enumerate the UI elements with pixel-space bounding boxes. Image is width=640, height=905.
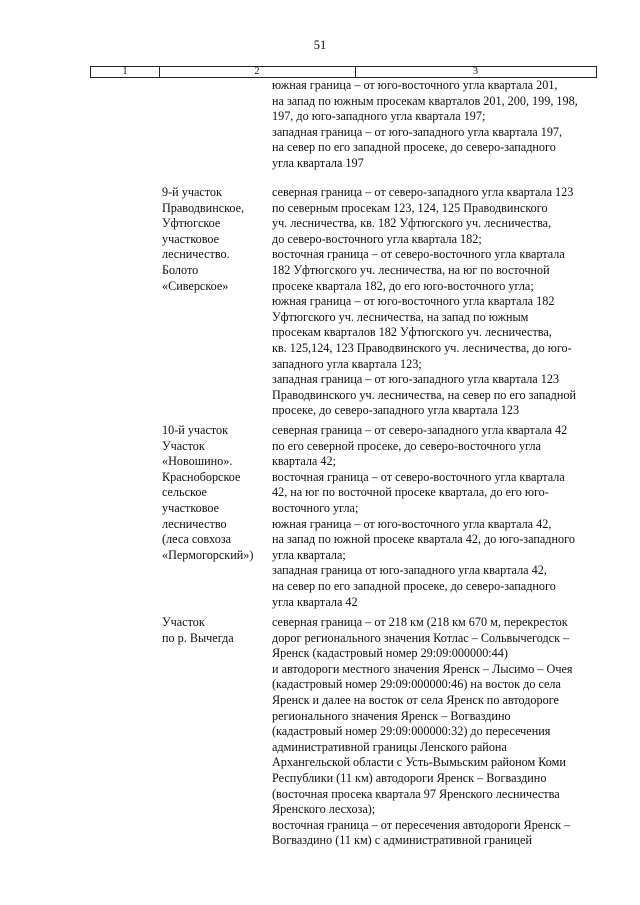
boundary-text-line: просекам кварталов 182 Уфтюгского уч. лесничества, — [272, 325, 552, 340]
boundary-text-line: восточная граница – от северо-восточного угла квартала — [272, 247, 565, 262]
boundary-text-line: Яренского лесхоза); — [272, 802, 376, 817]
boundary-text-line: восточная граница – от северо-восточного угла квартала — [272, 469, 565, 484]
column-3-header: 3 — [473, 66, 478, 77]
boundary-text-line: регионального значения Яренск – Вогваздино — [272, 708, 511, 723]
boundary-text-line: (восточная просека квартала 97 Яренского лесничества — [272, 786, 560, 801]
boundary-text-line: просеке, до северо-западного угла квартала 123 — [272, 403, 520, 418]
boundary-text-line: на север по его западной просеке, до северо-западного — [272, 578, 556, 593]
plot-name-line: Участок — [162, 438, 205, 453]
boundary-text-line: восточного угла; — [272, 500, 359, 515]
boundary-text-line: 42, на юг по восточной просеке квартала, до его юго- — [272, 485, 549, 500]
boundary-text-line: северная граница – от 218 км (218 км 670 м, перекресток — [272, 615, 568, 629]
plot-name-line: участковое — [162, 500, 220, 515]
boundary-text-line: Республики (11 км) автодороги Яренск – Вогваздино — [272, 770, 547, 785]
plot-name-line: «Сиверское» — [162, 278, 229, 293]
boundary-text-line: Яренск (кадастровый номер 29:09:000000:44) — [272, 646, 508, 661]
boundary-text-line: и автодороги местного значения Яренск – Лысимо – Очея — [272, 661, 573, 676]
section-continuation-boundaries — [272, 78, 602, 172]
section-vychegda-plot-name — [162, 615, 267, 646]
section-9-boundaries — [272, 185, 602, 419]
plot-name-line: Участок — [162, 615, 205, 629]
boundary-text-line: угла квартала 197 — [272, 155, 364, 170]
plot-name-line: Красноборское — [162, 469, 241, 484]
boundary-text-line: западного угла квартала 123; — [272, 356, 422, 371]
boundary-text-line: на запад по южной просеке квартала 42, до юго-западного — [272, 532, 575, 547]
boundary-text-line: кв. 125,124, 123 Праводвинского уч. лесничества, до юго- — [272, 340, 572, 355]
plot-name-line: Уфтюгское — [162, 216, 221, 231]
boundary-text-line: южная граница – от юго-восточного угла квартала 182 — [272, 294, 555, 309]
boundary-text-line: Праводвинского уч. лесничества, на север по его западной — [272, 387, 577, 402]
plot-name-line: лесничество. — [162, 247, 230, 262]
boundary-text-line: угла квартала; — [272, 547, 346, 562]
section-10-plot-name — [162, 423, 267, 563]
plot-name-line: Праводвинское, — [162, 200, 245, 215]
boundary-text-line: западная граница – от юго-западного угла квартала 123 — [272, 372, 560, 387]
boundary-text-line: северная граница – от северо-западного угла квартала 42 — [272, 423, 568, 437]
boundary-text-line: угла квартала 42 — [272, 594, 358, 609]
table-header-row — [90, 66, 597, 78]
boundary-text-line: Архангельской области с Усть-Вымьским районом Коми — [272, 755, 566, 770]
boundary-text-line: по северным просекам 123, 124, 125 Праводвинского — [272, 200, 548, 215]
plot-name-line: Болото — [162, 262, 199, 277]
boundary-text-line: просеке квартала 182, до его юго-восточного угла; — [272, 278, 534, 293]
plot-name-line: по р. Вычегда — [162, 630, 234, 645]
plot-name-line: участковое — [162, 231, 220, 246]
boundary-text-line: уч. лесничества, кв. 182 Уфтюгского уч. лесничества, — [272, 216, 552, 231]
boundary-text-line: южная граница – от юго-восточного угла квартала 201, — [272, 78, 558, 92]
boundary-text-line: по его северной просеке, до северо-восточного угла — [272, 438, 541, 453]
boundary-text-line: западная граница от юго-западного угла квартала 42, — [272, 563, 547, 578]
boundary-text-line: восточная граница – от пересечения автодороги Яренск – — [272, 817, 571, 832]
plot-name-line: «Пермогорский») — [162, 547, 254, 562]
plot-name-line: 10-й участок — [162, 423, 229, 437]
boundary-text-line: (кадастровый номер 29:09:000000:32) до пересечения — [272, 724, 551, 739]
boundary-text-line: южная граница – от юго-восточного угла квартала 42, — [272, 516, 552, 531]
column-1-header: 1 — [91, 67, 160, 77]
boundary-text-line: квартала 42; — [272, 454, 336, 469]
section-9-plot-name — [162, 185, 267, 294]
boundary-text-line: до северо-восточного угла квартала 182; — [272, 231, 482, 246]
plot-name-line: «Новошино». — [162, 454, 233, 469]
boundary-text-line: (кадастровый номер 29:09:000000:46) на восток до села — [272, 677, 561, 692]
boundary-text-line: дорог регионального значения Котлас – Сольвычегодск – — [272, 630, 570, 645]
page-number: 51 — [313, 38, 327, 52]
boundary-text-line: Яренск и далее на восток от села Яренск по автодороге — [272, 692, 559, 707]
boundary-text-line: на запад по южным просекам кварталов 201, 200, 199, 198, — [272, 93, 578, 108]
section-vychegda-boundaries — [272, 615, 602, 849]
plot-name-line: сельское — [162, 485, 207, 500]
section-10-boundaries — [272, 423, 602, 610]
column-2-header: 2 — [159, 67, 356, 77]
boundary-text-line: на север по его западной просеке, до северо-западного — [272, 140, 556, 155]
plot-name-line: лесничество — [162, 516, 227, 531]
boundary-text-line: Вогваздино (11 км) с административной границей — [272, 833, 532, 848]
boundary-text-line: Уфтюгского уч. лесничества, на запад по южным — [272, 309, 529, 324]
boundary-text-line: западная граница – от юго-западного угла квартала 197, — [272, 124, 563, 139]
plot-name-line: 9-й участок — [162, 185, 222, 199]
boundary-text-line: административной границы Ленского района — [272, 739, 507, 754]
boundary-text-line: 197, до юго-западного угла квартала 197; — [272, 109, 486, 124]
boundary-text-line: северная граница – от северо-западного угла квартала 123 — [272, 185, 574, 199]
plot-name-line: (леса совхоза — [162, 532, 232, 547]
boundary-text-line: 182 Уфтюгского уч. лесничества, на юг по восточной — [272, 262, 550, 277]
